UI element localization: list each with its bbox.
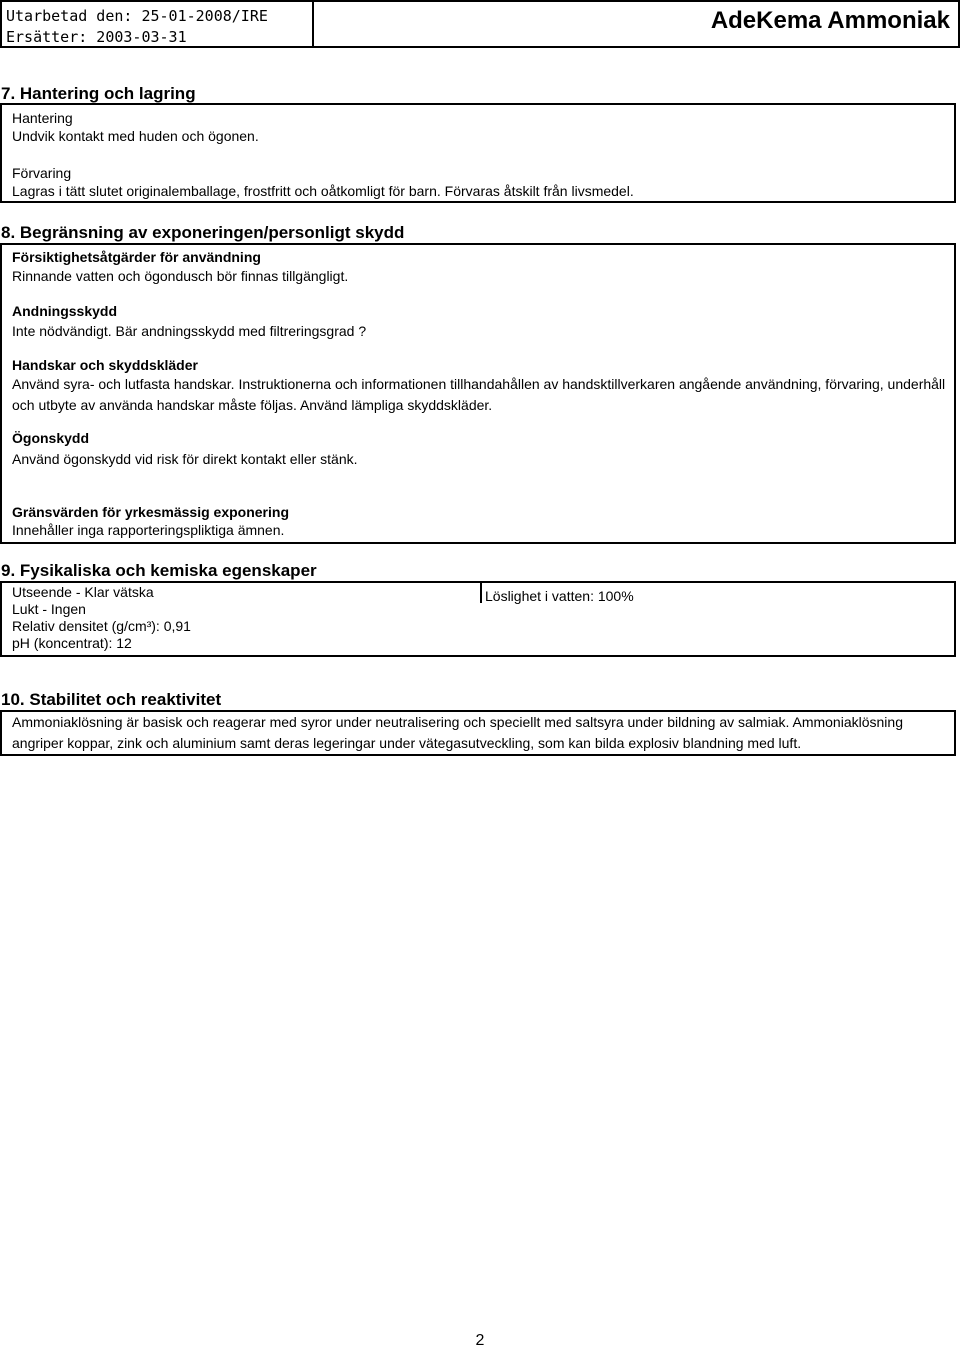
appearance: Utseende - Klar vätska [12,584,154,600]
limits-text: Innehåller inga rapporteringspliktiga ämnen. [12,522,285,538]
limits-heading: Gränsvärden för yrkesmässig exponering [12,504,289,520]
section10-box [0,710,956,756]
gloves-heading: Handskar och skyddskläder [12,357,198,373]
handling-heading: Hantering [12,110,73,126]
gloves-text: Använd syra- och lutfasta handskar. Instruktionerna och informationen tillhandahållen av handsktillverkaren angående användning, förvaring, underhåll och utbyte av använda handskar måste följas. Använd lämpliga skyddskläder. [12,376,946,413]
section9-title: 9. Fysikaliska och kemiska egenskaper [1,561,317,580]
updated-date: Utarbetad den: 25-01-2008/IRE [6,7,268,25]
precautions-text: Rinnande vatten och ögondusch bör finnas tillgängligt. [12,268,349,284]
replaces-date: Ersätter: 2003-03-31 [6,28,187,46]
header-divider [312,2,314,46]
stability-text: Ammoniaklösning är basisk och reagerar med syror under neutralisering och speciellt med saltsyra under bildning av salmiak. Ammoniaklösning angriper koppar, zink och aluminium samt deras legeringar under vätegasutveckling, som kan bilda explosiv blandning med luft. [12,714,903,751]
eye-text: Använd ögonskydd vid risk för direkt kontakt eller stänk. [12,451,358,467]
section7-box [0,103,956,203]
section8-title: 8. Begränsning av exponeringen/personligt skydd [1,223,405,242]
section8-box [0,243,956,544]
solubility: Löslighet i vatten: 100% [485,588,634,604]
eye-heading: Ögonskydd [12,430,90,446]
page-number: 2 [475,1332,485,1349]
odor: Lukt - Ingen [12,601,86,617]
storage-text: Lagras i tätt slutet originalemballage, frostfritt och oåtkomligt för barn. Förvaras åtskilt från livsmedel. [12,183,634,199]
respiratory-heading: Andningsskydd [12,303,118,319]
precautions-heading: Försiktighetsåtgärder för användning [12,249,261,265]
handling-text: Undvik kontakt med huden och ögonen. [12,128,259,144]
document-header [0,0,960,48]
section10-title: 10. Stabilitet och reaktivitet [1,690,222,709]
section7-title: 7. Hantering och lagring [1,84,196,103]
product-name: AdeKema Ammoniak [710,7,950,34]
density: Relativ densitet (g/cm³): 0,91 [12,618,191,634]
respiratory-text: Inte nödvändigt. Bär andningsskydd med filtreringsgrad ? [12,323,367,339]
section9-box [0,581,956,657]
header-meta [6,6,268,48]
storage-heading: Förvaring [12,165,72,181]
ph-value: pH (koncentrat): 12 [12,635,132,651]
